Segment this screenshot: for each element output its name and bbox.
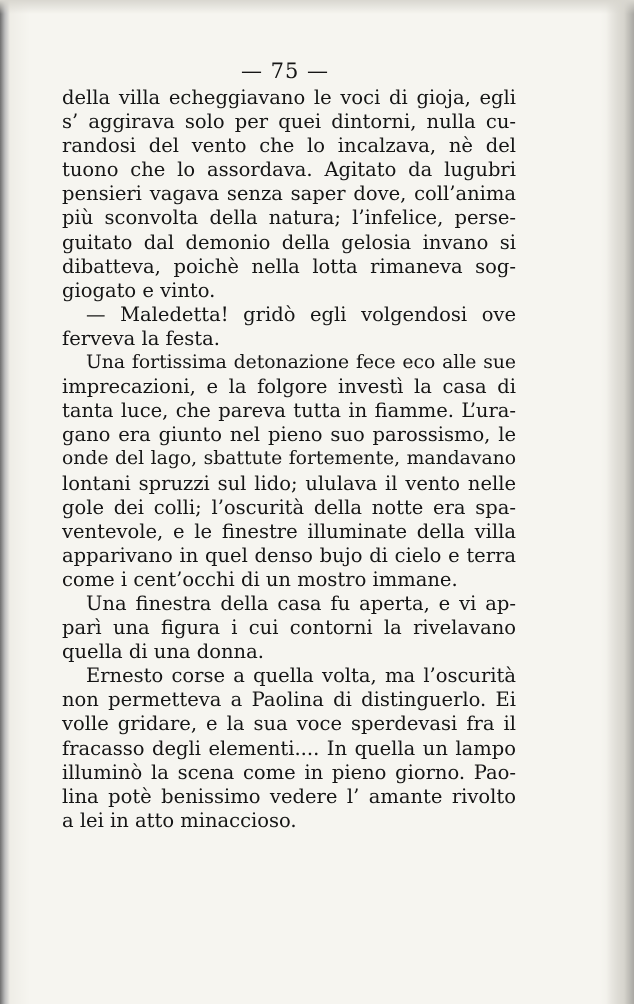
text-line: ferveva la festa. — [62, 326, 220, 350]
text-line: giogato e vinto. — [62, 278, 216, 302]
text-line: lontani spruzzi sul lido; ululava il vento nelle — [62, 471, 516, 495]
text-line: dibatteva, poichè nella lotta rimaneva sog- — [62, 254, 516, 278]
text-line: apparivano in quel denso bujo di cielo e terra — [62, 543, 516, 567]
text-line: pensieri vagava senza saper dove, coll’anima — [62, 182, 516, 206]
text-line: Ernesto corse a quella volta, ma l’oscurità — [86, 664, 516, 688]
text-line: tanta luce, che pareva tutta in fiamme. L’ura- — [62, 399, 516, 423]
text-line: imprecazioni, e la folgore investì la casa di — [62, 375, 516, 399]
page-binding-edge — [0, 0, 10, 1004]
text-line: gano era giunto nel pieno suo parossismo, le — [62, 423, 516, 447]
text-line: più sconvolta della natura; l’infelice, perse- — [62, 206, 516, 230]
text-line: della villa echeggiavano le voci di gioja, egli — [62, 86, 516, 109]
text-line: ventevole, e le finestre illuminate della villa — [62, 519, 516, 543]
text-line: gole dei colli; l’oscurità della notte era spa- — [62, 495, 516, 519]
text-line: come i cent’occhi di un mostro immane. — [62, 567, 458, 591]
text-line: non permetteva a Paolina di distinguerlo. Ei — [62, 688, 516, 712]
text-line: Una finestra della casa fu aperta, e vi ap- — [86, 591, 516, 615]
page-right-edge — [606, 0, 634, 1004]
text-line: tuono che lo assordava. Agitato da lugubri — [62, 158, 516, 182]
text-line: volle gridare, e la sua voce sperdevasi fra il — [62, 712, 516, 736]
text-line: Una fortissima detonazione fece eco alle sue — [86, 352, 516, 374]
text-line: parì una figura i cui contorni la rivelavano — [62, 616, 516, 640]
text-line: lina potè benissimo vedere l’ amante rivolto — [62, 784, 516, 808]
page-number: — 75 — — [240, 59, 330, 83]
text-line: randosi del vento che lo incalzava, nè del — [62, 134, 516, 158]
text-line: a lei in atto minaccioso. — [62, 808, 297, 832]
text-line: fracasso degli elementi.... In quella un lampo — [62, 736, 516, 760]
text-line: s’ aggirava solo per quei dintorni, nulla cu- — [62, 110, 516, 134]
text-line: illuminò la scena come in pieno giorno. Pao- — [62, 760, 516, 784]
text-line: quella di una donna. — [62, 640, 264, 664]
page-top-edge — [0, 0, 634, 14]
body-text — [62, 86, 516, 833]
text-line: onde del lago, sbattute fortemente, mandavano — [62, 448, 516, 470]
text-line: — Maledetta! gridò egli volgendosi ove — [86, 302, 516, 326]
text-line: guitato dal demonio della gelosia invano si — [62, 230, 516, 254]
